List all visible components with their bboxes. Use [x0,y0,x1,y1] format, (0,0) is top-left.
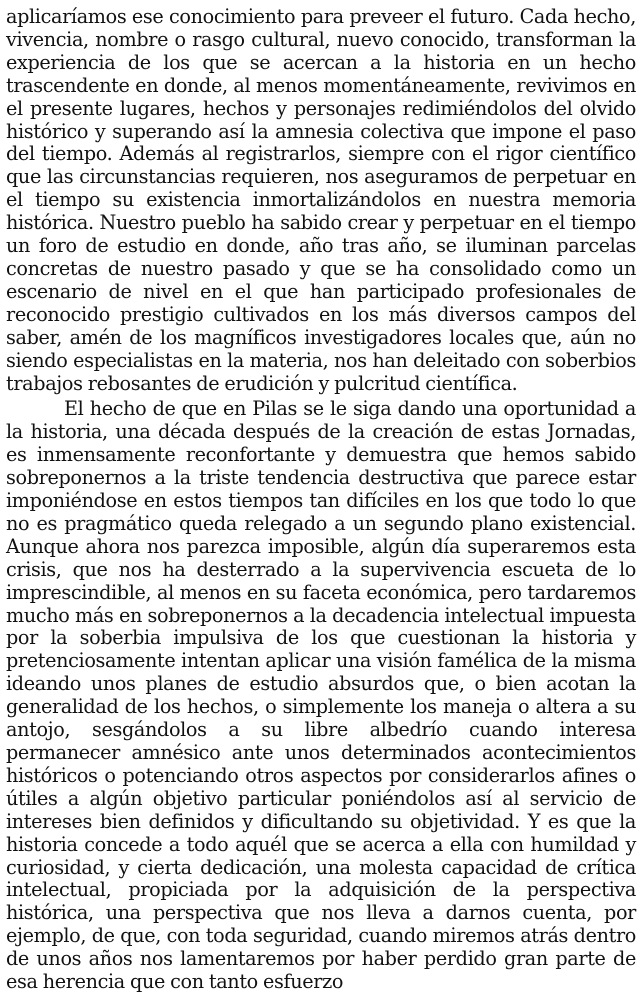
body-paragraph-2: El hecho de que en Pilas se le siga dando una oportunidad a la historia, una década después de la creación de estas Jornadas, es inmensamente reconfortante y demuestra que hemos sabido sobreponernos a la triste tendencia destructiva que parece estar imponiéndose en estos tiempos tan difíciles en los que todo lo que no es pragmático queda relegado a un segundo plano existencial. Aunque ahora nos parezca imposible, algún día superaremos esta crisis, que nos ha desterrado a la supervivencia escueta de lo imprescindible, al menos en su faceta económica, pero tardaremos mucho más en sobreponernos a la decadencia intelectual impuesta por la soberbia impulsiva de los que cuestionan la historia y pretenciosamente intentan aplicar una visión famélica de la misma ideando unos planes de estudio absurdos que, o bien acotan la generalidad de los hechos, o simplemente los maneja o altera a su antojo, sesgándolos a su libre albedrío cuando interesa permanecer amnésico ante unos determinados acontecimientos históricos o potenciando otros aspectos por considerarlos afines o útiles a algún objetivo particular poniéndolos así al servicio de intereses bien definidos y dificultando su objetividad. Y es que la historia concede a todo aquél que se acerca a ella con humildad y curiosidad, y cierta dedicación, una molesta capacidad de crítica intelectual, propiciada por la adquisición de la perspectiva histórica, una perspectiva que nos lleva a darnos cuenta, por ejemplo, de que, con toda seguridad, cuando miremos atrás dentro de unos años nos lamentaremos por haber perdido gran parte de esa herencia que con tanto esfuerzo [6,397,636,994]
document-page [6,6,636,994]
body-paragraph-1: aplicaríamos ese conocimiento para preveer el futuro. Cada hecho, vivencia, nombre o rasgo cultural, nuevo conocido, transforman la experiencia de los que se acercan a la historia en un hecho trascendente en donde, al menos momentáneamente, revivimos en el presente lugares, hechos y personajes redimiéndolos del olvido histórico y superando así la amnesia colectiva que impone el paso del tiempo. Además al registrarlos, siempre con el rigor científico que las circunstancias requieren, nos aseguramos de perpetuar en el tiempo su existencia inmortalizándolos en nuestra memoria histórica. Nuestro pueblo ha sabido crear y perpetuar en el tiempo un foro de estudio en donde, año tras año, se iluminan parcelas concretas de nuestro pasado y que se ha consolidado como un escenario de nivel en el que han participado profesionales de reconocido prestigio cultivados en los más diversos campos del saber, amén de los magníficos investigadores locales que, aún no siendo especialistas en la materia, nos han deleitado con soberbios trabajos rebosantes de erudición y pulcritud científica. [6,5,636,395]
